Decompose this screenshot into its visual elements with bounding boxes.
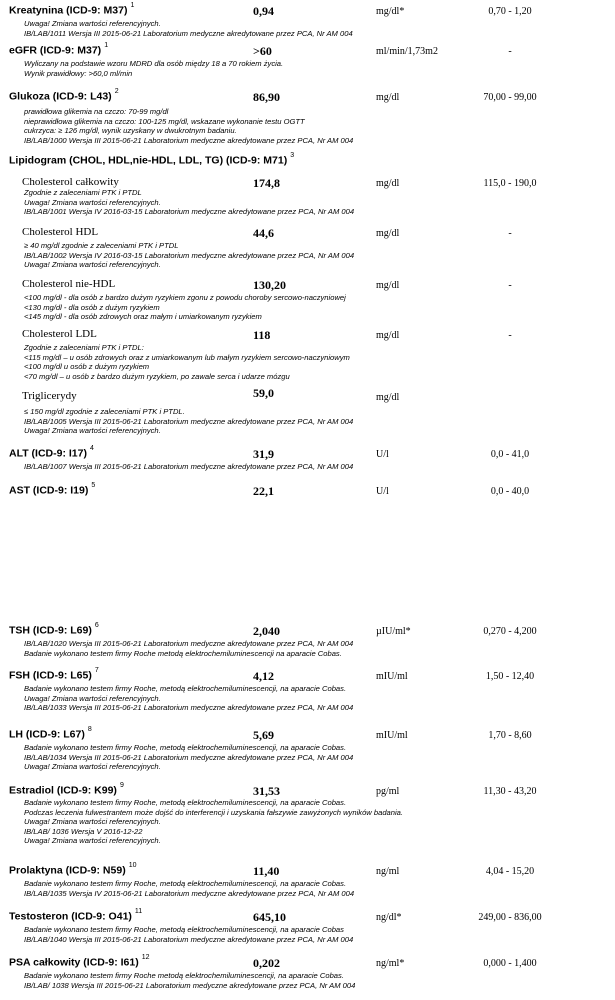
test-notes bbox=[24, 743, 353, 772]
test-name-label: eGFR (ICD-9: M37) bbox=[9, 44, 102, 57]
note-line: Uwaga! Zmiana wartości referencyjnych. bbox=[24, 817, 161, 827]
note-line: nieprawidłowa glikemia na czczo: 100-125 mg/dl, wskazane wykonanie testu OGTT bbox=[24, 116, 305, 126]
note-line: IB/LAB/1000 Wersja III 2015-06-21 Laboratorium medyczne akredytowane przez PCA, Nr AM 004 bbox=[24, 135, 354, 145]
footnote-number: 8 bbox=[87, 726, 92, 733]
footnote-number: 11 bbox=[134, 908, 143, 915]
test-value: 22,1 bbox=[253, 484, 274, 498]
test-name bbox=[9, 728, 92, 741]
test-name bbox=[9, 784, 124, 797]
test-name-label: FSH (ICD-9: L65) bbox=[9, 669, 92, 682]
note-line: Wynik prawidłowy: >60,0 ml/min bbox=[24, 68, 133, 78]
test-notes bbox=[24, 241, 354, 270]
note-line: Wyliczany na podstawie wzoru MDRD dla osób między 18 a 70 rokiem życia. bbox=[24, 59, 284, 68]
test-name bbox=[9, 90, 119, 103]
test-value: 86,90 bbox=[253, 90, 280, 104]
note-line: IB/LAB/ 1038 Wersja III 2015-06-21 Laboratorium medyczne akredytowane przez PCA, Nr AM 004 bbox=[24, 980, 356, 990]
footnote-number: 5 bbox=[91, 482, 96, 489]
footnote-number: 6 bbox=[94, 622, 99, 629]
note-line: prawidłowa glikemia na czczo: 70-99 mg/dl bbox=[24, 107, 169, 116]
footnote-number: 7 bbox=[94, 667, 99, 674]
note-line: IB/LAB/1034 Wersja III 2015-06-21 Laboratorium medyczne akredytowane przez PCA, Nr AM 004 bbox=[24, 752, 354, 762]
test-value: 31,9 bbox=[253, 447, 274, 461]
note-line: IB/LAB/1005 Wersja III 2015-06-21 Laboratorium medyczne akredytowane przez PCA, Nr AM 004 bbox=[24, 416, 354, 426]
lipidogram-header-label: Lipidogram (CHOL, HDL,nie-HDL, LDL, TG) (ICD-9: M71) bbox=[9, 154, 288, 167]
test-name-label: Glukoza (ICD-9: L43) bbox=[9, 90, 112, 103]
test-name-label: Testosteron (ICD-9: O41) bbox=[9, 910, 132, 923]
test-unit: ng/dl* bbox=[376, 912, 402, 923]
test-notes bbox=[24, 925, 353, 944]
test-name-label: TSH (ICD-9: L69) bbox=[9, 624, 92, 637]
test-name bbox=[9, 44, 108, 57]
test-name bbox=[9, 624, 99, 637]
reference-range: 115,0 - 190,0 bbox=[483, 178, 537, 189]
footnote-number: 1 bbox=[130, 2, 135, 9]
note-line: <130 mg/dl - dla osób z dużym ryzykiem bbox=[24, 302, 160, 312]
test-name bbox=[22, 328, 97, 340]
reference-range: 4,04 - 15,20 bbox=[485, 866, 535, 877]
note-line: Zgodnie z zaleceniami PTK i PTDL bbox=[24, 188, 142, 197]
test-value: 645,10 bbox=[253, 910, 286, 924]
test-value: 0,94 bbox=[253, 4, 274, 18]
test-name-label: Cholesterol całkowity bbox=[22, 176, 119, 188]
test-unit: mIU/ml bbox=[376, 671, 408, 682]
test-name bbox=[9, 910, 142, 923]
test-unit: mg/dl bbox=[376, 280, 400, 291]
test-value: >60 bbox=[253, 44, 272, 58]
test-notes bbox=[24, 19, 353, 38]
test-value: 11,40 bbox=[253, 864, 280, 878]
note-line: IB/LAB/1002 Wersja IV 2016-03-15 Laboratorium medyczne akredytowane przez PCA, Nr AM 004 bbox=[24, 250, 355, 260]
test-name bbox=[9, 669, 99, 682]
test-name bbox=[22, 390, 77, 402]
test-notes bbox=[24, 639, 353, 658]
test-unit: mg/dl bbox=[376, 178, 400, 189]
test-notes bbox=[24, 293, 346, 322]
note-line: Uwaga! Zmiana wartości referencyjnych. bbox=[24, 260, 161, 270]
reference-range: - bbox=[508, 228, 512, 239]
note-line: <115 mg/dl – u osób zdrowych oraz z umiarkowanym lub małym ryzykiem sercowo-naczyniowym bbox=[24, 352, 350, 362]
test-value: 31,53 bbox=[253, 784, 280, 798]
note-line: <100 mg/dl u osób z dużym ryzykiem bbox=[24, 362, 150, 372]
reference-range: 70,00 - 99,00 bbox=[483, 92, 537, 103]
test-value: 5,69 bbox=[253, 728, 274, 742]
footnote-number: 9 bbox=[119, 782, 124, 789]
test-name bbox=[9, 864, 137, 877]
test-name-label: Cholesterol nie-HDL bbox=[22, 278, 116, 290]
test-notes bbox=[24, 343, 350, 381]
test-notes bbox=[24, 59, 283, 78]
lipidogram-footnote: 3 bbox=[290, 152, 295, 159]
test-value: 2,040 bbox=[253, 624, 280, 638]
reference-range: 1,70 - 8,60 bbox=[488, 730, 532, 741]
test-name bbox=[22, 278, 115, 290]
reference-range: 0,0 - 41,0 bbox=[490, 449, 530, 460]
note-line: ≤ 150 mg/dl zgodnie z zaleceniami PTK i PTDL. bbox=[24, 407, 185, 416]
note-line: <70 mg/dl – u osób z bardzo dużym ryzykiem, po zawale serca i udarze mózgu bbox=[24, 371, 290, 381]
test-name-label: ALT (ICD-9: I17) bbox=[9, 447, 87, 460]
test-notes bbox=[24, 188, 354, 217]
test-value: 0,202 bbox=[253, 956, 280, 970]
test-notes bbox=[24, 684, 353, 713]
test-value: 118 bbox=[253, 328, 271, 342]
reference-range: 0,0 - 40,0 bbox=[490, 486, 530, 497]
reference-range: 0,000 - 1,400 bbox=[483, 958, 537, 969]
test-value: 44,6 bbox=[253, 226, 274, 240]
reference-range: - bbox=[508, 280, 512, 291]
note-line: Podczas leczenia fulwestrantem może dojść do interferencji i uzyskania fałszywie zawyżonych wyników badania. bbox=[24, 807, 404, 817]
reference-range: 0,270 - 4,200 bbox=[483, 626, 537, 637]
note-line: IB/LAB/1040 Wersja III 2015-06-21 Laboratorium medyczne akredytowane przez PCA, Nr AM 004 bbox=[24, 934, 354, 944]
test-name-label: Cholesterol HDL bbox=[22, 226, 99, 238]
test-notes bbox=[24, 462, 353, 472]
note-line: IB/LAB/1035 Wersja IV 2015-06-21 Laboratorium medyczne akredytowane przez PCA, Nr AM 004 bbox=[24, 888, 355, 898]
test-notes bbox=[24, 107, 353, 145]
test-name-label: Triglicerydy bbox=[22, 390, 77, 402]
test-unit: mg/dl bbox=[376, 228, 400, 239]
footnote-number: 2 bbox=[114, 88, 119, 95]
note-line: Badanie wykonano testem firmy Roche metodą elektrochemiluminescencji na aparacie Cobas. bbox=[24, 648, 342, 658]
test-name-label: Estradiol (ICD-9: K99) bbox=[9, 784, 117, 797]
note-line: IB/LAB/ 1036 Wersja V 2016-12-22 bbox=[24, 826, 143, 836]
test-unit: mg/dl bbox=[376, 330, 400, 341]
test-name bbox=[9, 956, 150, 969]
note-line: cukrzyca: ≥ 126 mg/dl, wynik uzyskany w dwukrotnym badaniu. bbox=[24, 126, 237, 136]
test-name-label: Kreatynina (ICD-9: M37) bbox=[9, 4, 128, 17]
test-unit: ng/ml bbox=[376, 866, 400, 877]
reference-range: 249,00 - 836,00 bbox=[478, 912, 542, 923]
test-unit: mg/dl* bbox=[376, 6, 405, 17]
test-value: 130,20 bbox=[253, 278, 286, 292]
test-unit: ml/min/1,73m2 bbox=[376, 46, 438, 57]
test-notes bbox=[24, 798, 403, 846]
note-line: Uwaga! Zmiana wartości referencyjnych. bbox=[24, 836, 161, 846]
footnote-number: 12 bbox=[141, 954, 150, 961]
note-line: Uwaga! Zmiana wartości referencyjnych. bbox=[24, 762, 161, 772]
test-notes bbox=[24, 971, 355, 990]
footnote-number: 1 bbox=[104, 42, 109, 49]
reference-range: 11,30 - 43,20 bbox=[483, 786, 537, 797]
test-name-label: PSA całkowity (ICD-9: I61) bbox=[9, 956, 139, 969]
note-line: Badanie wykonano testem firmy Roche, metodą elektrochemiluminescencji, na aparacie Cobas. bbox=[24, 684, 347, 693]
note-line: IB/LAB/1007 Wersja III 2015-06-21 Laboratorium medyczne akredytowane przez PCA, Nr AM 004 bbox=[24, 462, 354, 471]
test-notes bbox=[24, 879, 354, 898]
test-name bbox=[22, 226, 98, 238]
footnote-number: 10 bbox=[128, 862, 137, 869]
test-unit: U/l bbox=[376, 449, 389, 460]
test-notes bbox=[24, 407, 353, 436]
test-name bbox=[9, 447, 94, 460]
reference-range: - bbox=[508, 330, 512, 341]
test-name bbox=[9, 4, 134, 17]
note-line: Uwaga! Zmiana wartości referencyjnych. bbox=[24, 693, 161, 703]
test-unit: pg/ml bbox=[376, 786, 400, 797]
note-line: IB/LAB/1001 Wersja IV 2016-03-15 Laboratorium medyczne akredytowane przez PCA, Nr AM 004 bbox=[24, 207, 355, 217]
test-unit: U/l bbox=[376, 486, 389, 497]
test-value: 4,12 bbox=[253, 669, 274, 683]
test-value: 59,0 bbox=[253, 386, 274, 400]
note-line: <145 mg/dl - dla osób zdrowych oraz małym i umiarkowanym ryzykiem bbox=[24, 312, 262, 322]
test-name-label: Prolaktyna (ICD-9: N59) bbox=[9, 864, 126, 877]
note-line: Badanie wykonano testem firmy Roche, metodą elektrochemiluminescencji, na aparacie Cobas. bbox=[24, 798, 347, 807]
note-line: IB/LAB/1011 Wersja III 2015-06-21 Laboratorium medyczne akredytowane przez PCA, Nr AM 004 bbox=[24, 28, 353, 38]
note-line: IB/LAB/1020 Wersja III 2015-06-21 Laboratorium medyczne akredytowane przez PCA, Nr AM 004 bbox=[24, 639, 354, 648]
note-line: Badanie wykonano testem firmy Roche, metodą elektrochemiluminescencji, na aparacie Cobas. bbox=[24, 743, 347, 752]
reference-range: 1,50 - 12,40 bbox=[485, 671, 535, 682]
note-line: Zgodnie z zaleceniami PTK i PTDL: bbox=[24, 343, 144, 352]
test-name bbox=[22, 176, 119, 188]
lipidogram-header bbox=[9, 154, 294, 167]
note-line: ≥ 40 mg/dl zgodnie z zaleceniami PTK i PTDL bbox=[24, 241, 179, 250]
test-name-label: Cholesterol LDL bbox=[22, 328, 97, 340]
test-name bbox=[9, 484, 95, 497]
note-line: Badanie wykonano testem firmy Roche, metodą elektrochemiluminescencji, na aparacie Cobas bbox=[24, 925, 344, 934]
test-unit: mg/dl bbox=[376, 392, 400, 403]
test-unit: mIU/ml bbox=[376, 730, 408, 741]
test-unit: ng/ml* bbox=[376, 958, 405, 969]
note-line: Badanie wykonano testem firmy Roche metodą elektrochemiluminescencji, na aparacie Cobas. bbox=[24, 971, 344, 980]
note-line: Badanie wykonano testem firmy Roche, metodą elektrochemiluminescencji, na aparacie Cobas. bbox=[24, 879, 347, 888]
note-line: IB/LAB/1033 Wersja III 2015-06-21 Laboratorium medyczne akredytowane przez PCA, Nr AM 004 bbox=[24, 703, 354, 713]
test-unit: mg/dl bbox=[376, 92, 400, 103]
reference-range: 0,70 - 1,20 bbox=[488, 6, 532, 17]
note-line: Uwaga! Zmiana wartości referencyjnych. bbox=[24, 426, 161, 436]
note-line: <100 mg/dl - dla osób z bardzo dużym ryzykiem zgonu z powodu choroby sercowo-naczyniowej bbox=[24, 293, 346, 302]
test-value: 174,8 bbox=[253, 176, 280, 190]
reference-range: - bbox=[508, 46, 512, 57]
test-unit: µIU/ml* bbox=[376, 626, 411, 637]
note-line: Uwaga! Zmiana wartości referencyjnych. bbox=[24, 19, 161, 28]
footnote-number: 4 bbox=[89, 445, 94, 452]
test-name-label: LH (ICD-9: L67) bbox=[9, 728, 85, 741]
note-line: Uwaga! Zmiana wartości referencyjnych. bbox=[24, 197, 161, 207]
test-name-label: AST (ICD-9: I19) bbox=[9, 484, 89, 497]
